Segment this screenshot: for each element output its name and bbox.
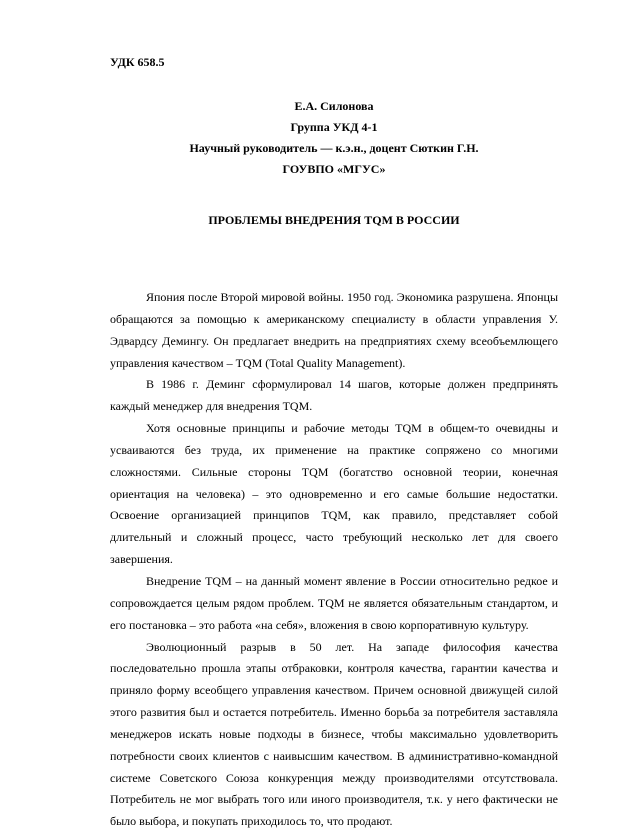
udk-code: УДК 658.5 bbox=[110, 54, 165, 70]
paragraph: Япония после Второй мировой войны. 1950 год. Экономика разрушена. Японцы обращаются за помощью к американскому специалисту в области управления У. Эдвардсу Демингу. Он предлагает внедрить на предприятиях схему всеобъемлющего управления качеством – TQM (Total Quality Management). bbox=[110, 287, 558, 374]
paragraph: Эволюционный разрыв в 50 лет. На западе философия качества последовательно прошла этапы отбраковки, контроля качества, гарантии качества и приняло форму всеобщего управления качеством. Причем основной движущей силой этого развития был и остается потребитель. Именно борьба за потребителя заставляла менеджеров искать новые подходы в бизнесе, чтобы максимально удовлетворить потребности своих клиентов с наивысшим качеством. В административно-командной системе Советского Союза конкуренция между производителями отсутствовала. Потребитель не мог выбрать того или иного производителя, т.к. у него фактически не было выбора, и покупать приходилось то, что продают. bbox=[110, 637, 558, 833]
author-group: Группа УКД 4-1 bbox=[110, 117, 558, 138]
institution: ГОУВПО «МГУС» bbox=[110, 159, 558, 180]
paragraph: Внедрение TQM – на данный момент явление в России относительно редкое и сопровождается целым рядом проблем. TQM не является обязательным стандартом, и его постановка – это работа «на себя», вложения в свою корпоративную культуру. bbox=[110, 571, 558, 637]
paragraph: Хотя основные принципы и рабочие методы TQM в общем-то очевидны и усваиваются без труда, их применение на практике сопряжено со многими сложностями. Сильные стороны TQM (богатство основной теории, конечная ориентация на человека) – это одновременно и его самые большие недостатки. Освоение организацией принципов TQM, как правило, представляет собой длительный и сложный процесс, часто требующий несколько лет для своего завершения. bbox=[110, 418, 558, 571]
scientific-supervisor: Научный руководитель — к.э.н., доцент Сюткин Г.Н. bbox=[110, 138, 558, 159]
article-title: ПРОБЛЕМЫ ВНЕДРЕНИЯ TQM В РОССИИ bbox=[110, 212, 558, 228]
author-block bbox=[110, 96, 558, 180]
author-name: Е.А. Силонова bbox=[110, 96, 558, 117]
paragraph: В 1986 г. Деминг сформулировал 14 шагов, которые должен предпринять каждый менеджер для внедрения TQM. bbox=[110, 374, 558, 418]
article-body bbox=[110, 287, 558, 833]
